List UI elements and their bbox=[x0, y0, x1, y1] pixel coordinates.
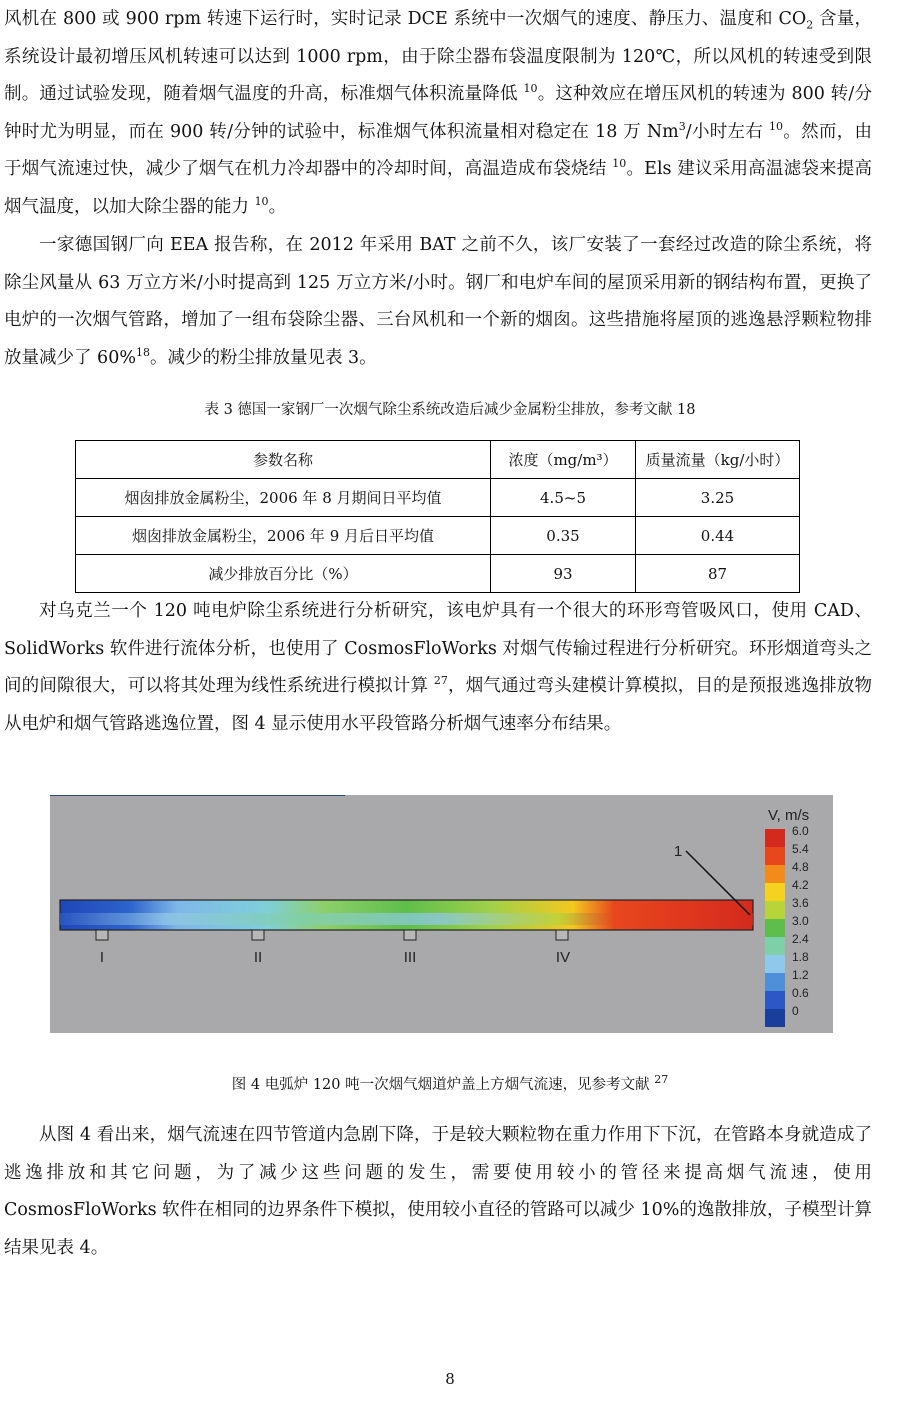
legend-color-swatch bbox=[765, 1009, 785, 1027]
text-sup: 27 bbox=[433, 674, 448, 688]
legend-tick-label: 4.8 bbox=[792, 860, 809, 874]
section-label: III bbox=[403, 949, 417, 966]
figure-4-velocity-contour bbox=[50, 795, 833, 1033]
text-run: 。减少的粉尘排放量见表 3。 bbox=[149, 347, 377, 368]
legend-tick-label: 4.2 bbox=[792, 878, 809, 892]
table-cell: 烟囱排放金属粉尘，2006 年 8 月期间日平均值 bbox=[76, 479, 491, 517]
legend-color-swatch bbox=[765, 955, 785, 973]
figure-4-caption-ref: 27 bbox=[654, 1073, 669, 1087]
legend-color-swatch bbox=[765, 973, 785, 991]
legend-color-swatch bbox=[765, 901, 785, 919]
text-run: 。这种效应在增压风机的转速为 800 转/分钟时尤为明显，而在 900 转/分钟的试验中，标准烟气体积流量相对稳定在 18 万 Nm bbox=[4, 84, 872, 142]
text-sup: 18 bbox=[135, 345, 150, 359]
callout-label: 1 bbox=[673, 843, 683, 860]
paragraph-2-text bbox=[4, 227, 872, 377]
legend-tick-label: 0 bbox=[792, 1004, 799, 1018]
text-sup: 10 bbox=[612, 157, 627, 171]
table-cell: 87 bbox=[636, 555, 800, 593]
paragraph-3-text bbox=[4, 593, 872, 743]
legend-tick-label: 5.4 bbox=[792, 842, 809, 856]
legend-tick-label: 1.2 bbox=[792, 968, 809, 982]
table-cell: 4.5~5 bbox=[491, 479, 636, 517]
table-cell: 3.25 bbox=[636, 479, 800, 517]
table-cell: 减少排放百分比（%） bbox=[76, 555, 491, 593]
legend-tick-label: 0.6 bbox=[792, 986, 809, 1000]
table-3 bbox=[75, 440, 800, 593]
text-run: 。 bbox=[268, 196, 287, 217]
table-cell: 0.35 bbox=[491, 517, 636, 555]
text-run: 。然而，由于烟气流速过快，减少了烟气在机力冷却器中的冷却时间，高温造成布袋烧结 bbox=[4, 121, 872, 180]
text-run: 从图 4 看出来，烟气流速在四节管道内急剧下降，于是较大颗粒物在重力作用下下沉，在管路本身就造成了逃逸排放和其它问题，为了减少这些问题的发生，需要使用较小的管径来提高烟气流速，使用 CosmosFloWorks 软件在相同的边界条件下模拟，使用较小直径的管路可以减少 10%的逸散排放，子模型计算结果见表 4。 bbox=[4, 1125, 872, 1258]
text-sup: 3 bbox=[678, 119, 686, 133]
legend-color-swatch bbox=[765, 937, 785, 955]
table-header-cell: 浓度（mg/m³） bbox=[491, 441, 636, 479]
table-header-row bbox=[76, 441, 800, 479]
table-header-cell: 质量流量（kg/小时） bbox=[636, 441, 800, 479]
paragraph-4 bbox=[4, 1117, 872, 1267]
text-run: ，烟气通过弯头建模计算模拟，目的是预报逃逸排放物从电炉和烟气管路逃逸位置，图 4 显示使用水平段管路分析烟气速率分布结果。 bbox=[4, 676, 873, 734]
page-number: 8 bbox=[445, 1370, 455, 1388]
legend-tick-label: 1.8 bbox=[792, 950, 809, 964]
section-label: I bbox=[99, 949, 105, 966]
paragraph-2 bbox=[4, 227, 872, 377]
legend-tick-label: 6.0 bbox=[792, 824, 809, 838]
legend-tick-label: 3.6 bbox=[792, 896, 809, 910]
paragraph-1 bbox=[4, 1, 872, 227]
text-sup: 10 bbox=[254, 195, 269, 209]
table-cell: 93 bbox=[491, 555, 636, 593]
text-sup: 10 bbox=[769, 119, 784, 133]
text-run: 对乌克兰一个 120 吨电炉除尘系统进行分析研究，该电炉具有一个很大的环形弯管吸风口，使用 CAD、SolidWorks 软件进行流体分析，也使用了 CosmosFloWorks 对烟气传输过程进行分析研究。环形烟道弯头之间的间隙很大，可以将其处理为线性系统进行模拟计算 bbox=[4, 601, 872, 697]
figure-4-caption-text: 图 4 电弧炉 120 吨一次烟气烟道炉盖上方烟气流速，见参考文献 bbox=[231, 1077, 655, 1093]
text-run: 含量，系统设计最初增压风机转速可以达到 1000 rpm，由于除尘器布袋温度限制为 120℃，所以风机的转速受到限制。通过试验发现，随着烟气温度的升高，标准烟气体积流量降低 bbox=[4, 9, 872, 105]
legend-tick-label: 2.4 bbox=[792, 932, 809, 946]
text-run: /小时左右 bbox=[685, 121, 770, 142]
paragraph-4-text bbox=[4, 1117, 872, 1267]
table-row bbox=[76, 555, 800, 593]
text-sup: 10 bbox=[523, 82, 538, 96]
table-row bbox=[76, 517, 800, 555]
legend-color-swatch bbox=[765, 829, 785, 847]
table-row bbox=[76, 479, 800, 517]
legend-tick-label: 3.0 bbox=[792, 914, 809, 928]
table-header-cell: 参数名称 bbox=[76, 441, 491, 479]
table-cell: 烟囱排放金属粉尘，2006 年 9 月后日平均值 bbox=[76, 517, 491, 555]
legend-color-swatch bbox=[765, 847, 785, 865]
table-cell: 0.44 bbox=[636, 517, 800, 555]
text-run: 风机在 800 或 900 rpm 转速下运行时，实时记录 DCE 系统中一次烟气的速度、静压力、温度和 CO bbox=[4, 9, 807, 29]
legend-title: V, m/s bbox=[768, 807, 810, 824]
text-run: 一家德国钢厂向 EEA 报告称，在 2012 年采用 BAT 之前不久，该厂安装了一套经过改造的除尘系统，将除尘风量从 63 万立方米/小时提高到 125 万立方米/小时。钢厂和电炉车间的屋顶采用新的钢结构布置，更换了电炉的一次烟气管路，增加了一组布袋除尘器、三台风机和一个新的烟囱。这些措施将屋顶的逃逸悬浮颗粒物排放量减少了 60% bbox=[4, 235, 872, 368]
paragraph-1-text bbox=[4, 1, 872, 227]
section-label: IV bbox=[555, 949, 571, 966]
legend-color-swatch bbox=[765, 883, 785, 901]
legend-color-swatch bbox=[765, 865, 785, 883]
legend-color-swatch bbox=[765, 991, 785, 1009]
table-3-caption: 表 3 德国一家钢厂一次烟气除尘系统改造后减少金属粉尘排放，参考文献 18 bbox=[204, 402, 696, 418]
paragraph-3 bbox=[4, 593, 872, 743]
legend-color-swatch bbox=[765, 919, 785, 937]
figure-4-caption bbox=[0, 1073, 900, 1094]
text-sub: 2 bbox=[806, 18, 814, 32]
section-label: II bbox=[253, 949, 263, 966]
text-run: 。Els 建议采用高温滤袋来提高烟气温度，以加大除尘器的能力 bbox=[4, 159, 872, 217]
